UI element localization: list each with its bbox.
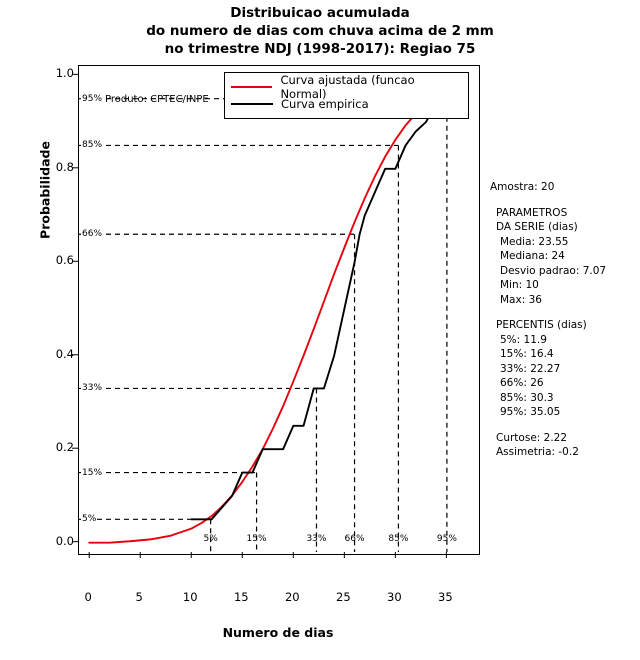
percentile-bottom-label-15%: 15% bbox=[246, 534, 267, 544]
x-tick-20: 20 bbox=[284, 590, 300, 604]
stats-p95: 95%: 35.05 bbox=[500, 406, 561, 418]
title-line-1: Distribuicao acumulada bbox=[230, 5, 410, 21]
stats-percentis-title: PERCENTIS (dias) bbox=[496, 319, 587, 331]
stats-shape-block bbox=[490, 431, 638, 460]
stats-mediana: Mediana: 24 bbox=[500, 250, 565, 262]
x-tick-35: 35 bbox=[438, 590, 453, 604]
legend-item-0 bbox=[231, 72, 462, 101]
percentile-left-label-95%: 95% bbox=[82, 93, 103, 104]
stats-p66: 66%: 26 bbox=[500, 377, 544, 389]
legend-line-empirical bbox=[231, 103, 273, 105]
stats-p85: 85%: 30.3 bbox=[500, 391, 554, 404]
x-tick-15: 15 bbox=[233, 590, 249, 604]
stats-parametros-title-2: DA SERIE (dias) bbox=[496, 221, 578, 233]
stats-panel bbox=[490, 180, 638, 471]
stats-amostra-block bbox=[490, 180, 638, 195]
percentile-bottom-label-85%: 85% bbox=[388, 534, 409, 544]
y-tick-0.2: 0.2 bbox=[55, 440, 74, 455]
y-axis-ticks bbox=[30, 65, 74, 553]
page-title bbox=[0, 4, 640, 58]
x-tick-10: 10 bbox=[182, 590, 198, 604]
chart-svg bbox=[79, 66, 477, 552]
stats-percentis-block bbox=[490, 318, 638, 420]
stats-p5: 5%: 11.9 bbox=[500, 333, 547, 346]
plot-inner bbox=[79, 66, 479, 554]
stats-parametros-block bbox=[490, 206, 638, 308]
stats-parametros-title-1: PARAMETROS bbox=[496, 206, 568, 219]
stats-curtose: Curtose: 2.22 bbox=[496, 431, 568, 444]
stats-assimetria: Assimetria: -0.2 bbox=[496, 446, 579, 458]
legend-line-fitted bbox=[231, 86, 272, 88]
title-line-2: do numero de dias com chuva acima de 2 mm bbox=[146, 23, 494, 39]
x-tick-0: 0 bbox=[84, 590, 92, 604]
x-tick-30: 30 bbox=[387, 590, 402, 604]
x-tick-5: 5 bbox=[135, 590, 143, 604]
percentile-left-label-85%: 85% bbox=[82, 140, 103, 151]
stats-amostra: Amostra: 20 bbox=[490, 181, 555, 193]
x-tick-25: 25 bbox=[336, 590, 351, 604]
stats-max: Max: 36 bbox=[500, 293, 542, 306]
percentile-bottom-label-5%: 5% bbox=[203, 534, 218, 544]
percentile-left-label-15%: 15% bbox=[82, 467, 103, 478]
percentile-left-label-5%: 5% bbox=[82, 514, 97, 525]
stats-p15: 15%: 16.4 bbox=[500, 348, 554, 360]
percentile-bottom-label-95%: 95% bbox=[436, 534, 457, 544]
legend-label-empirical: Curva empirica bbox=[281, 96, 369, 111]
stats-media: Media: 23.55 bbox=[500, 235, 569, 248]
percentile-left-label-66%: 66% bbox=[82, 229, 103, 240]
plot-area bbox=[78, 65, 480, 555]
percentile-bottom-label-33%: 33% bbox=[306, 534, 327, 544]
x-axis-ticks bbox=[78, 590, 478, 606]
y-tick-1.0: 1.0 bbox=[55, 66, 74, 81]
y-tick-0.4: 0.4 bbox=[55, 346, 74, 361]
stats-desvio-padrao: Desvio padrao: 7.07 bbox=[500, 264, 607, 277]
percentile-bottom-label-66%: 66% bbox=[344, 534, 365, 544]
produto-annotation: Produto: CPTEC/INPE bbox=[105, 94, 209, 105]
title-line-3: no trimestre NDJ (1998-2017): Regiao 75 bbox=[164, 41, 476, 57]
x-axis-label: Numero de dias bbox=[222, 625, 334, 640]
y-axis-label: Probabilidade bbox=[37, 141, 53, 239]
series-line-empirical bbox=[191, 75, 456, 519]
stats-min: Min: 10 bbox=[500, 279, 539, 291]
legend-label-fitted: Curva ajustada (funcao Normal) bbox=[280, 72, 415, 101]
stats-p33: 33%: 22.27 bbox=[500, 362, 561, 375]
legend bbox=[224, 72, 469, 119]
y-tick-0.6: 0.6 bbox=[55, 253, 74, 268]
y-tick-0.8: 0.8 bbox=[55, 159, 74, 174]
percentile-left-label-33%: 33% bbox=[82, 383, 103, 394]
y-tick-0.0: 0.0 bbox=[55, 533, 74, 548]
